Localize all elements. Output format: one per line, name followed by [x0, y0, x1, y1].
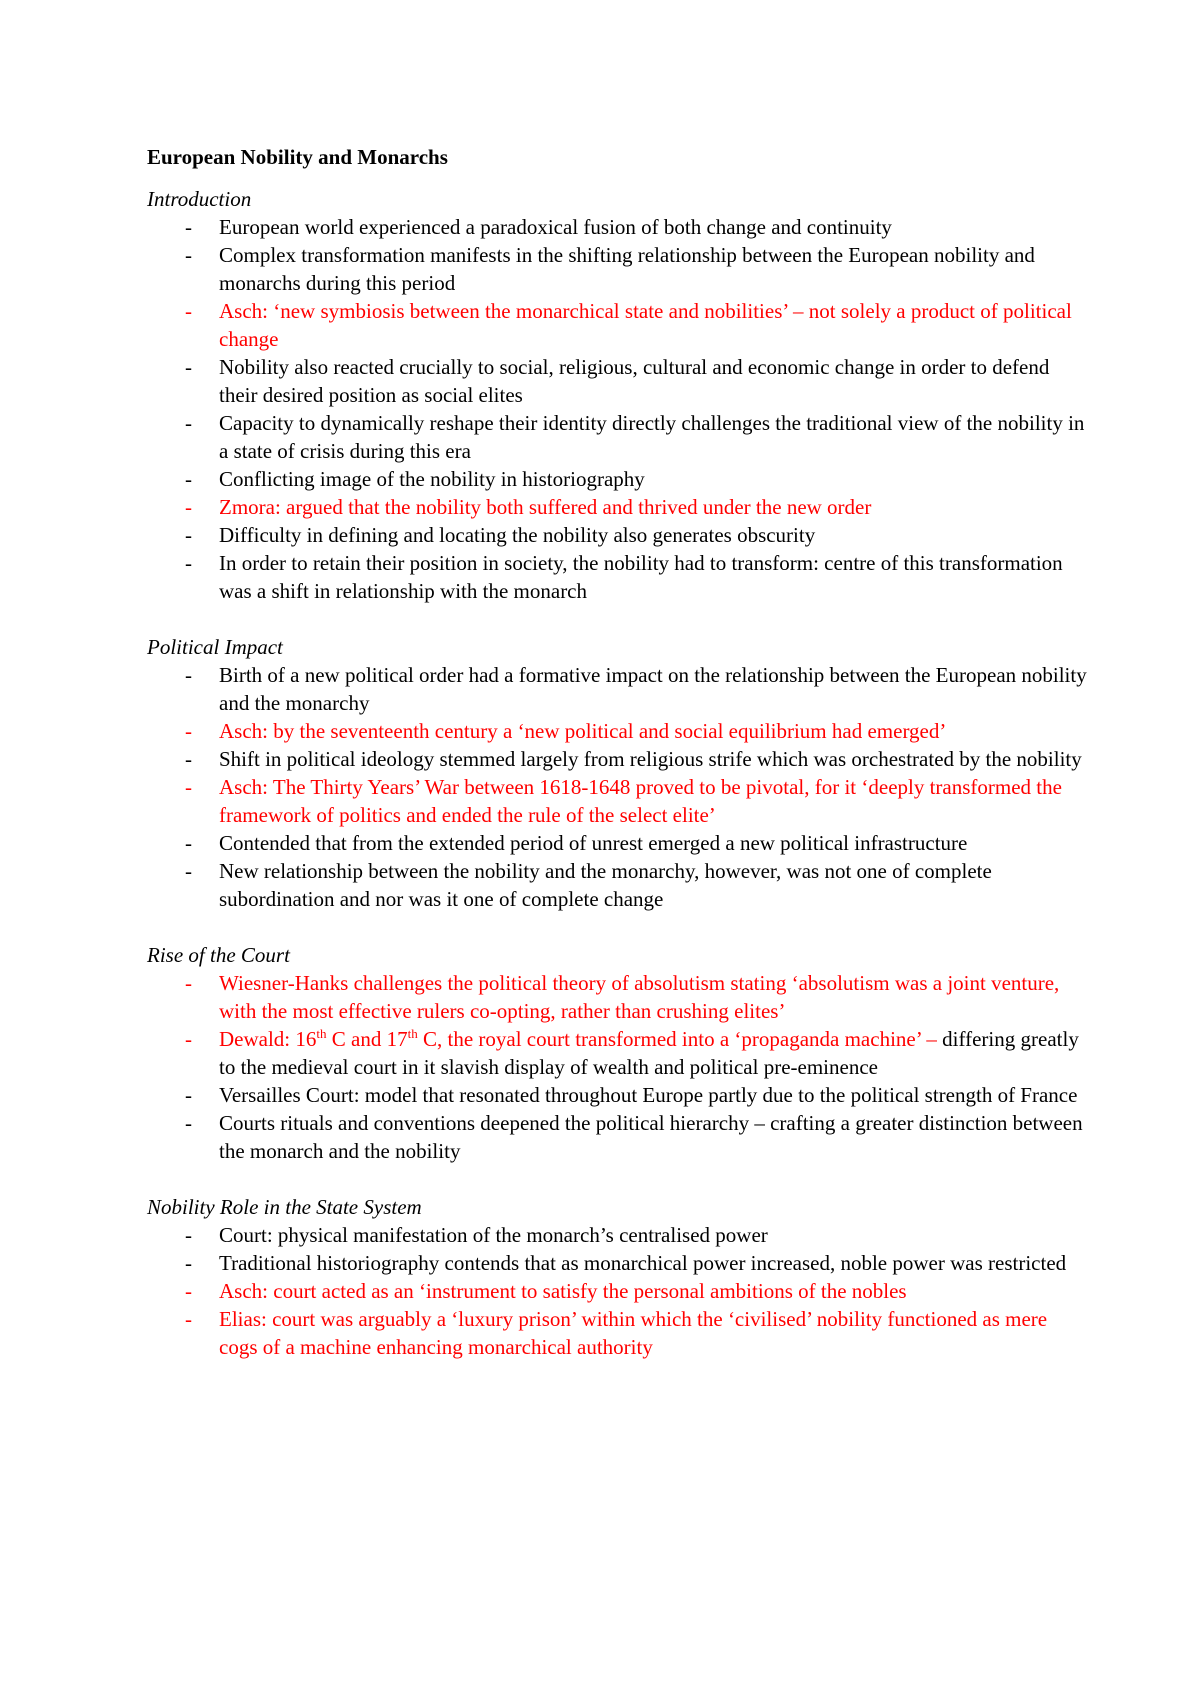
bullet-dash: -: [185, 411, 192, 435]
bullet-item: [147, 213, 1087, 241]
bullet-item: [147, 521, 1087, 549]
section: [147, 185, 1087, 605]
bullet-dash: -: [185, 299, 192, 323]
bullet-text: Asch: court acted as an ‘instrument to satisfy the personal ambitions of the nobles: [219, 1279, 907, 1303]
section: [147, 941, 1087, 1165]
bullet-item: [147, 297, 1087, 353]
bullet-text: New relationship between the nobility and the monarchy, however, was not one of complete subordination and nor was it one of complete change: [219, 859, 992, 911]
document-title: European Nobility and Monarchs: [147, 145, 448, 169]
bullet-text: Traditional historiography contends that as monarchical power increased, noble power was restricted: [219, 1251, 1067, 1275]
bullet-dash: -: [185, 355, 192, 379]
bullet-text: European world experienced a paradoxical fusion of both change and continuity: [219, 215, 892, 239]
bullet-text: Conflicting image of the nobility in historiography: [219, 467, 645, 491]
sections-container: [147, 185, 1087, 1361]
bullet-item: [147, 549, 1087, 605]
bullet-item: [147, 1249, 1087, 1277]
section: [147, 1193, 1087, 1361]
section-heading: Nobility Role in the State System: [147, 1195, 422, 1219]
bullet-item: [147, 241, 1087, 297]
bullet-list: [147, 969, 1087, 1165]
bullet-text: Zmora: argued that the nobility both suffered and thrived under the new order: [219, 495, 872, 519]
bullet-text: Shift in political ideology stemmed largely from religious strife which was orchestrated by the nobility: [219, 747, 1082, 771]
bullet-item: [147, 773, 1087, 829]
section-heading: Political Impact: [147, 635, 283, 659]
bullet-text-segment: C and 17: [326, 1027, 408, 1051]
bullet-item: [147, 1081, 1087, 1109]
bullet-text: Asch: by the seventeenth century a ‘new political and social equilibrium had emerged’: [219, 719, 947, 743]
bullet-item: [147, 1305, 1087, 1361]
bullet-text: Asch: The Thirty Years’ War between 1618-1648 proved to be pivotal, for it ‘deeply transformed the framework of politics and ended the rule of the select elite’: [219, 775, 1062, 827]
bullet-dash: -: [185, 971, 192, 995]
bullet-text: Difficulty in defining and locating the nobility also generates obscurity: [219, 523, 816, 547]
bullet-text-segment: C, the royal court transformed into a ‘propaganda machine’ –: [417, 1027, 943, 1051]
bullet-list: [147, 1221, 1087, 1361]
section: [147, 633, 1087, 913]
bullet-dash: -: [185, 747, 192, 771]
bullet-text: In order to retain their position in society, the nobility had to transform: centre of this transformation was a shift in relationship with the monarch: [219, 551, 1063, 603]
superscript-text: th: [407, 1026, 418, 1041]
bullet-item: [147, 465, 1087, 493]
bullet-dash: -: [185, 1251, 192, 1275]
bullet-item: [147, 857, 1087, 913]
bullet-text: Versailles Court: model that resonated throughout Europe partly due to the political strength of France: [219, 1083, 1078, 1107]
bullet-dash: -: [185, 1223, 192, 1247]
bullet-dash: -: [185, 1111, 192, 1135]
bullet-dash: -: [185, 243, 192, 267]
bullet-item: [147, 493, 1087, 521]
bullet-list: [147, 661, 1087, 913]
bullet-text: Complex transformation manifests in the shifting relationship between the European nobility and monarchs during this period: [219, 243, 1035, 295]
superscript-text: th: [316, 1026, 327, 1041]
bullet-dash: -: [185, 1027, 192, 1051]
bullet-dash: -: [185, 719, 192, 743]
bullet-text: Birth of a new political order had a formative impact on the relationship between the European nobility and the monarchy: [219, 663, 1087, 715]
bullet-dash: -: [185, 467, 192, 491]
bullet-item: [147, 829, 1087, 857]
document-content: [147, 143, 1087, 1389]
bullet-dash: -: [185, 831, 192, 855]
bullet-text: Capacity to dynamically reshape their identity directly challenges the traditional view of the nobility in a state of crisis during this era: [219, 411, 1085, 463]
bullet-text: Elias: court was arguably a ‘luxury prison’ within which the ‘civilised’ nobility functioned as mere cogs of a machine enhancing monarchical authority: [219, 1307, 1048, 1359]
bullet-text: Courts rituals and conventions deepened the political hierarchy – crafting a greater distinction between the monarch and the nobility: [219, 1111, 1083, 1163]
bullet-dash: -: [185, 1083, 192, 1107]
section-heading: Introduction: [147, 187, 252, 211]
bullet-item: [147, 661, 1087, 717]
bullet-item: [147, 353, 1087, 409]
bullet-text: Court: physical manifestation of the monarch’s centralised power: [219, 1223, 768, 1247]
bullet-item: [147, 1221, 1087, 1249]
bullet-dash: -: [185, 495, 192, 519]
bullet-item: [147, 717, 1087, 745]
bullet-dash: -: [185, 215, 192, 239]
bullet-dash: -: [185, 663, 192, 687]
bullet-dash: -: [185, 1307, 192, 1331]
bullet-item: [147, 1109, 1087, 1165]
bullet-dash: -: [185, 523, 192, 547]
bullet-text-segment: differing greatly to the medieval court in it slavish display of wealth and political pre-eminence: [219, 1027, 1079, 1079]
bullet-dash: -: [185, 775, 192, 799]
bullet-item: [147, 409, 1087, 465]
bullet-text-segment: Dewald: 16: [219, 1027, 317, 1051]
bullet-text: Nobility also reacted crucially to social, religious, cultural and economic change in order to defend their desired position as social elites: [219, 355, 1050, 407]
bullet-item: [147, 1025, 1087, 1081]
bullet-item: [147, 969, 1087, 1025]
bullet-text: Asch: ‘new symbiosis between the monarchical state and nobilities’ – not solely a product of political change: [219, 299, 1072, 351]
bullet-list: [147, 213, 1087, 605]
section-heading: Rise of the Court: [147, 943, 290, 967]
bullet-dash: -: [185, 1279, 192, 1303]
bullet-text: Contended that from the extended period of unrest emerged a new political infrastructure: [219, 831, 968, 855]
bullet-dash: -: [185, 859, 192, 883]
bullet-dash: -: [185, 551, 192, 575]
bullet-item: [147, 1277, 1087, 1305]
bullet-text: Wiesner-Hanks challenges the political theory of absolutism stating ‘absolutism was a joint venture, with the most effective rulers co-opting, rather than crushing elites’: [219, 971, 1060, 1023]
bullet-item: [147, 745, 1087, 773]
